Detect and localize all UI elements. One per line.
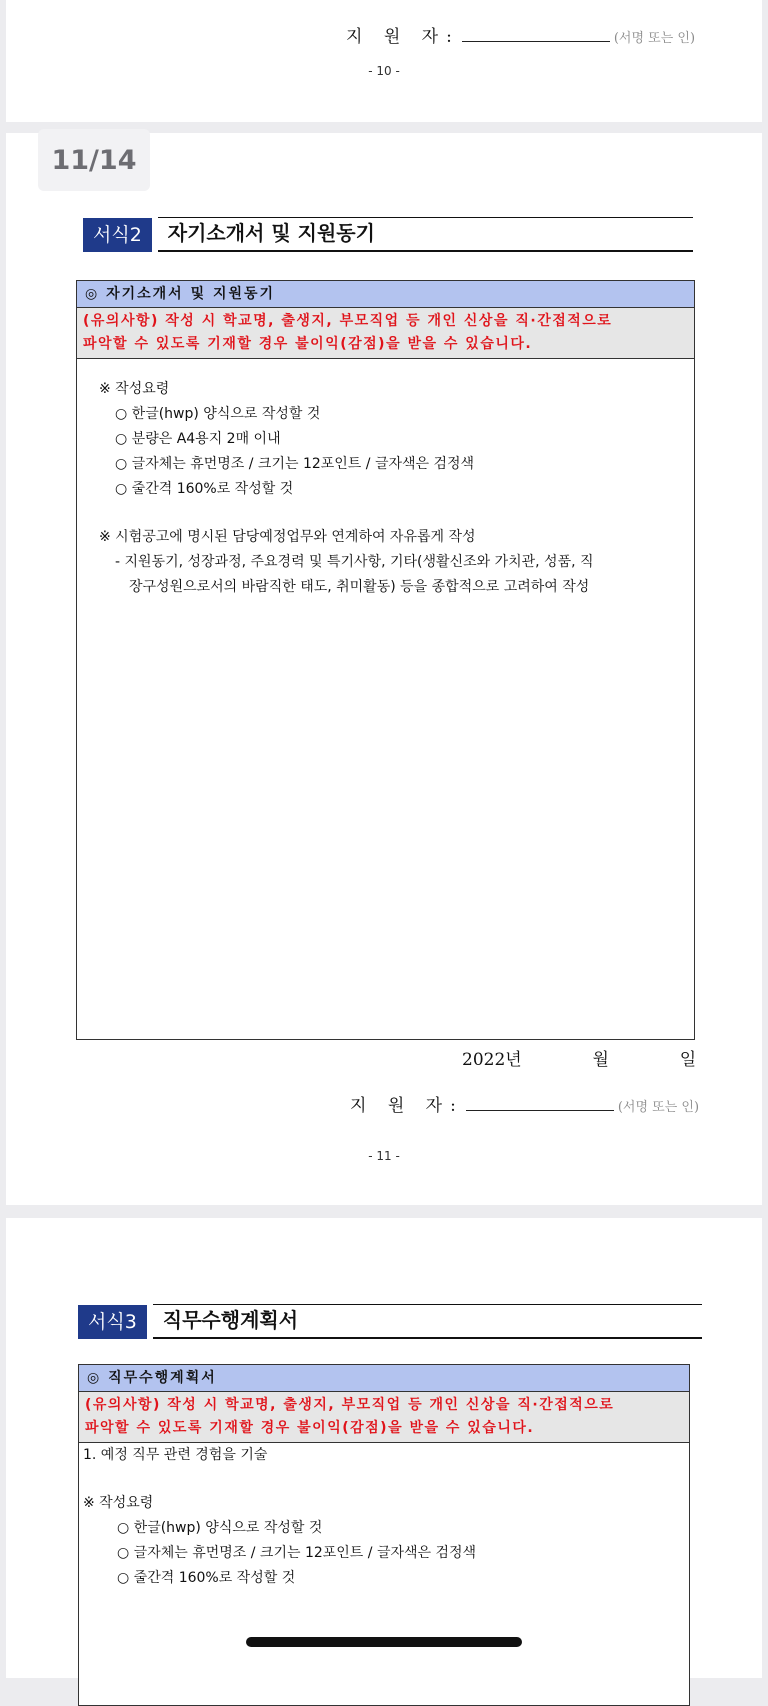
guide-item: ○ 글자체는 휴먼명조 / 크기는 12포인트 / 글자색은 검정색 [115, 456, 475, 472]
home-indicator[interactable] [246, 1637, 522, 1647]
document-page-10 [6, 0, 762, 122]
signature-blank [462, 27, 610, 42]
guide-item: ○ 한글(hwp) 양식으로 작성할 것 [117, 1520, 323, 1536]
guide-title: ※ 작성요령 [99, 381, 170, 397]
guide-item: ○ 줄간격 160%로 작성할 것 [115, 481, 294, 497]
form2-header [83, 217, 693, 252]
signature-note: (서명 또는 인) [613, 31, 696, 46]
guide-item: ○ 분량은 A4용지 2매 이내 [115, 431, 281, 447]
signature-line [346, 22, 695, 47]
guide-title: ※ 작성요령 [83, 1495, 154, 1511]
form2-box-header: ◎ 자기소개서 및 지원동기 [77, 281, 694, 308]
signature-colon: : [446, 27, 452, 47]
document-page-11 [6, 133, 762, 1205]
form3-box-header: ◎ 직무수행계획서 [79, 1365, 689, 1392]
signature-note: (서명 또는 인) [617, 1100, 700, 1115]
warning-line: (유의사항) 작성 시 학교명, 출생지, 부모직업 등 개인 신상을 직·간접적으로 [83, 313, 613, 329]
date-year: 2022년 [462, 1050, 522, 1070]
signature-label: 지 원 자 [350, 1096, 451, 1116]
guide-item: ○ 글자체는 휴먼명조 / 크기는 12포인트 / 글자색은 검정색 [117, 1545, 477, 1561]
note-line: 장구성원으로서의 바람직한 태도, 취미활동) 등을 종합적으로 고려하여 작성 [129, 579, 590, 595]
form2-tag: 서식2 [83, 218, 152, 252]
date-day: 일 [679, 1050, 697, 1070]
note-line: - 지원동기, 성장과정, 주요경력 및 특기사항, 기타(생활신조와 가치관, 성품, 직 [115, 554, 594, 570]
page-number: - 10 - [368, 64, 400, 78]
signature-line [350, 1091, 699, 1116]
note-title: ※ 시험공고에 명시된 담당예정업무와 연계하여 자유롭게 작성 [99, 529, 476, 545]
page-indicator-badge: 11/14 [38, 129, 150, 191]
form2-guide [77, 359, 694, 600]
warning-line: (유의사항) 작성 시 학교명, 출생지, 부모직업 등 개인 신상을 직·간접적으로 [85, 1397, 615, 1413]
date-line [462, 1045, 696, 1070]
form2-title: 자기소개서 및 지원동기 [158, 217, 693, 252]
page-number: - 11 - [368, 1149, 400, 1163]
document-page-12 [6, 1218, 762, 1678]
form3-box [78, 1364, 690, 1706]
guide-item: ○ 한글(hwp) 양식으로 작성할 것 [115, 406, 321, 422]
warning-line: 파악할 수 있도록 기재할 경우 불이익(감점)을 받을 수 있습니다. [85, 1420, 535, 1436]
guide-item: ○ 줄간격 160%로 작성할 것 [117, 1570, 296, 1586]
form3-title: 직무수행계획서 [153, 1304, 702, 1339]
form3-warning [79, 1392, 689, 1443]
warning-line: 파악할 수 있도록 기재할 경우 불이익(감점)을 받을 수 있습니다. [83, 336, 533, 352]
form2-box [76, 280, 695, 1040]
signature-colon: : [450, 1096, 456, 1116]
form2-warning [77, 308, 694, 359]
signature-label: 지 원 자 [346, 27, 447, 47]
signature-blank [466, 1096, 614, 1111]
date-month: 월 [592, 1050, 609, 1070]
form3-guide [79, 1443, 689, 1591]
form3-header [78, 1304, 702, 1339]
section-heading: 1. 예정 직무 관련 경험을 기술 [83, 1447, 268, 1463]
form3-tag: 서식3 [78, 1305, 147, 1339]
